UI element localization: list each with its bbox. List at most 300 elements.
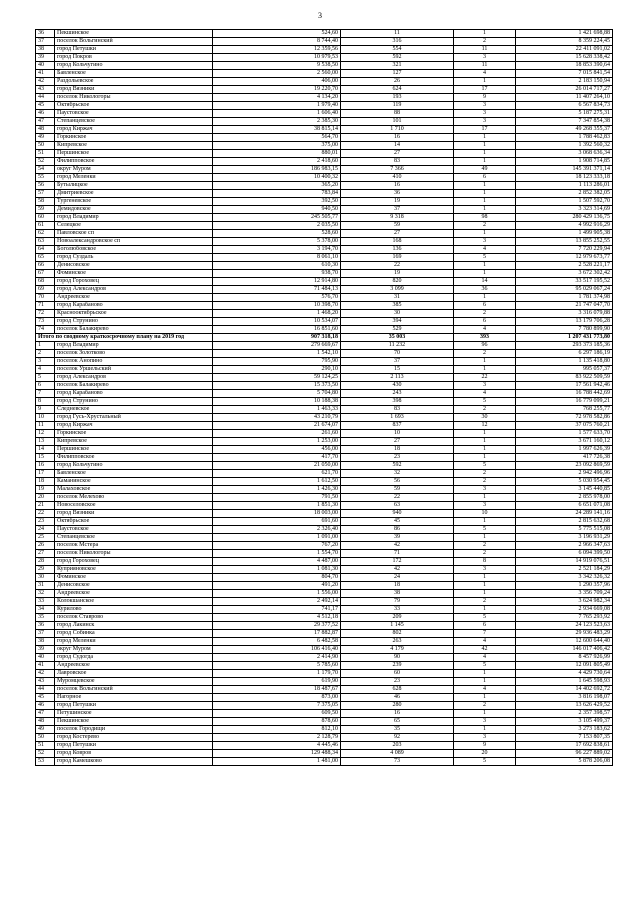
- residents-count: 398: [341, 398, 454, 406]
- row-number: 14: [36, 446, 55, 454]
- houses-count: 17: [454, 126, 516, 134]
- row-number: 26: [36, 542, 55, 550]
- area-value: 2 560,00: [213, 70, 341, 78]
- houses-count: 4: [454, 390, 516, 398]
- row-number: 41: [36, 70, 55, 78]
- row-number: 51: [36, 150, 55, 158]
- area-value: 940,50: [213, 206, 341, 214]
- table-row: [36, 390, 613, 398]
- cost-value: 1 499 905,38: [516, 230, 613, 238]
- residents-count: 23: [341, 454, 454, 462]
- cost-value: 1 507 592,70: [516, 198, 613, 206]
- cost-value: 2 942 496,96: [516, 470, 613, 478]
- table-row: [36, 358, 613, 366]
- table-row: [36, 758, 613, 766]
- houses-count: 2: [454, 470, 516, 478]
- area-value: 6 482,58: [213, 638, 341, 646]
- cost-value: 995 057,37: [516, 366, 613, 374]
- area-value: 129 488,34: [213, 750, 341, 758]
- table-row: [36, 598, 613, 606]
- table-row: [36, 750, 613, 758]
- area-value: 2 385,30: [213, 118, 341, 126]
- houses-count: 8: [454, 558, 516, 566]
- cost-value: 2 966 347,63: [516, 542, 613, 550]
- cost-value: 14 919 076,51: [516, 558, 613, 566]
- table-row: [36, 374, 613, 382]
- houses-count: 2: [454, 542, 516, 550]
- houses-count: 1: [454, 182, 516, 190]
- table-row: [36, 558, 613, 566]
- houses-count: 3: [454, 382, 516, 390]
- cost-value: 13 855 252,55: [516, 238, 613, 246]
- houses-count: 5: [454, 526, 516, 534]
- table-row: [36, 102, 613, 110]
- houses-count: 6: [454, 622, 516, 630]
- settlement-name: поселок Балакирево: [55, 382, 213, 390]
- settlement-name: город Александров: [55, 374, 213, 382]
- settlement-name: Пекшинское: [55, 718, 213, 726]
- residents-count: 42: [341, 566, 454, 574]
- area-value: 1 468,20: [213, 310, 341, 318]
- settlement-name: город Петушки: [55, 46, 213, 54]
- cost-value: 96 227 889,02: [516, 750, 613, 758]
- cost-value: 12 600 644,40: [516, 638, 613, 646]
- houses-count: 2: [454, 222, 516, 230]
- area-value: 4 445,46: [213, 742, 341, 750]
- area-value: 2 035,50: [213, 222, 341, 230]
- settlement-name: город Вязники: [55, 510, 213, 518]
- houses-count: 96: [454, 342, 516, 350]
- settlement-name: город Струнино: [55, 318, 213, 326]
- area-value: 245 505,77: [213, 214, 341, 222]
- row-number: 42: [36, 670, 55, 678]
- area-value: 2 414,90: [213, 654, 341, 662]
- row-number: 8: [36, 398, 55, 406]
- area-value: 2 492,14: [213, 598, 341, 606]
- row-number: 37: [36, 38, 55, 46]
- area-value: 2 418,60: [213, 158, 341, 166]
- cost-value: 3 273 183,62: [516, 726, 613, 734]
- table-row: [36, 518, 613, 526]
- residents-count: 10: [341, 430, 454, 438]
- row-number: 33: [36, 598, 55, 606]
- table-row: [36, 254, 613, 262]
- settlement-name: Новоселовское: [55, 502, 213, 510]
- row-number: 67: [36, 270, 55, 278]
- settlement-name: Нагорное: [55, 694, 213, 702]
- settlement-name: Куприяновское: [55, 566, 213, 574]
- residents-count: 35: [341, 726, 454, 734]
- total-cost: 1 207 431 773,80: [516, 334, 613, 342]
- residents-count: 32: [341, 470, 454, 478]
- houses-count: 9: [454, 94, 516, 102]
- settlement-name: Кипревское: [55, 438, 213, 446]
- residents-count: 263: [341, 638, 454, 646]
- houses-count: 7: [454, 630, 516, 638]
- row-number: 19: [36, 486, 55, 494]
- table-row: [36, 406, 613, 414]
- houses-count: 11: [454, 46, 516, 54]
- residents-count: 88: [341, 110, 454, 118]
- table-row: [36, 214, 613, 222]
- cost-value: 83 922 509,59: [516, 374, 613, 382]
- cost-value: 2 852 382,05: [516, 190, 613, 198]
- houses-count: 3: [454, 102, 516, 110]
- settlement-name: Тургеневское: [55, 198, 213, 206]
- area-value: 71 484,13: [213, 286, 341, 294]
- settlement-name: Бутылицкое: [55, 182, 213, 190]
- row-number: 11: [36, 422, 55, 430]
- cost-value: 2 528 221,17: [516, 262, 613, 270]
- settlement-name: Горкинское: [55, 134, 213, 142]
- houses-count: 3: [454, 734, 516, 742]
- table-row: [36, 206, 613, 214]
- residents-count: 27: [341, 438, 454, 446]
- table-row: [36, 646, 613, 654]
- row-number: 40: [36, 654, 55, 662]
- area-value: 12 914,80: [213, 278, 341, 286]
- houses-count: 3: [454, 54, 516, 62]
- row-number: 1: [36, 342, 55, 350]
- cost-value: 2 357 398,57: [516, 710, 613, 718]
- houses-count: 1: [454, 198, 516, 206]
- cost-value: 18 853 390,64: [516, 62, 613, 70]
- houses-count: 1: [454, 606, 516, 614]
- cost-value: 1 113 286,01: [516, 182, 613, 190]
- table-row: [36, 662, 613, 670]
- residents-count: 70: [341, 350, 454, 358]
- row-number: 54: [36, 166, 55, 174]
- cost-value: 17 561 942,46: [516, 382, 613, 390]
- cost-value: 1 290 357,96: [516, 582, 613, 590]
- houses-count: 2: [454, 702, 516, 710]
- total-residents: 35 003: [341, 334, 454, 342]
- residents-count: 23: [341, 678, 454, 686]
- row-number: 12: [36, 430, 55, 438]
- settlement-name: Фоминское: [55, 270, 213, 278]
- settlement-name: город Петушки: [55, 702, 213, 710]
- table-row: [36, 150, 613, 158]
- residents-count: 59: [341, 222, 454, 230]
- cost-value: 33 517 195,52: [516, 278, 613, 286]
- settlement-name: Павловское сп: [55, 230, 213, 238]
- cost-value: 8 457 926,99: [516, 654, 613, 662]
- cost-value: 3 671 160,12: [516, 438, 613, 446]
- row-number: 37: [36, 630, 55, 638]
- area-value: 186 983,15: [213, 166, 341, 174]
- area-value: 21 674,07: [213, 422, 341, 430]
- cost-value: 29 936 483,29: [516, 630, 613, 638]
- cost-value: 37 075 760,21: [516, 422, 613, 430]
- residents-count: 11 232: [341, 342, 454, 350]
- settlement-name: Следневское: [55, 406, 213, 414]
- row-number: 73: [36, 318, 55, 326]
- cost-value: 7 347 854,38: [516, 118, 613, 126]
- area-value: 2 326,40: [213, 526, 341, 534]
- table-row: [36, 534, 613, 542]
- cost-value: 1 908 714,85: [516, 158, 613, 166]
- residents-count: 37: [341, 358, 454, 366]
- area-value: 7 375,05: [213, 702, 341, 710]
- settlement-name: город Вязники: [55, 86, 213, 94]
- cost-value: 3 323 314,69: [516, 206, 613, 214]
- settlement-name: город Меленки: [55, 174, 213, 182]
- area-value: 621,70: [213, 470, 341, 478]
- row-number: 31: [36, 582, 55, 590]
- area-value: 1 091,00: [213, 534, 341, 542]
- table-row: [36, 414, 613, 422]
- residents-count: 624: [341, 86, 454, 94]
- settlement-name: город Гусь-Хрустальный: [55, 414, 213, 422]
- settlement-name: Раздольевское: [55, 78, 213, 86]
- total-houses: 393: [454, 334, 516, 342]
- houses-count: 1: [454, 30, 516, 38]
- row-number: 35: [36, 614, 55, 622]
- cost-value: 146 017 406,42: [516, 646, 613, 654]
- cost-value: 26 014 717,27: [516, 86, 613, 94]
- cost-value: 7 765 293,92: [516, 614, 613, 622]
- row-number: 7: [36, 390, 55, 398]
- settlement-name: город Меленки: [55, 638, 213, 646]
- residents-count: 119: [341, 102, 454, 110]
- cost-value: 95 029 067,24: [516, 286, 613, 294]
- cost-value: 2 521 184,29: [516, 566, 613, 574]
- settlement-name: поселок Вольгинский: [55, 686, 213, 694]
- row-number: 39: [36, 646, 55, 654]
- settlement-name: Паустовское: [55, 526, 213, 534]
- residents-count: 209: [341, 614, 454, 622]
- cost-value: 13 626 429,52: [516, 702, 613, 710]
- houses-count: 6: [454, 318, 516, 326]
- residents-count: 27: [341, 150, 454, 158]
- settlement-name: Андреевское: [55, 662, 213, 670]
- table-row: [36, 182, 613, 190]
- residents-count: 430: [341, 382, 454, 390]
- houses-count: 4: [454, 638, 516, 646]
- area-value: 17 882,87: [213, 630, 341, 638]
- houses-count: 1: [454, 230, 516, 238]
- cost-value: 12 979 673,77: [516, 254, 613, 262]
- area-value: 456,00: [213, 446, 341, 454]
- table-row: [36, 670, 613, 678]
- area-value: 10 534,07: [213, 318, 341, 326]
- residents-count: 592: [341, 54, 454, 62]
- settlement-name: поселок Уршельский: [55, 366, 213, 374]
- row-number: 24: [36, 526, 55, 534]
- cost-value: 3 316 079,88: [516, 310, 613, 318]
- settlement-name: Горкинское: [55, 430, 213, 438]
- row-number: 46: [36, 110, 55, 118]
- residents-count: 26: [341, 78, 454, 86]
- houses-count: 5: [454, 758, 516, 766]
- table-row: [36, 710, 613, 718]
- settlement-name: Денисовское: [55, 582, 213, 590]
- total-row: [36, 334, 613, 342]
- settlement-name: Кипревское: [55, 142, 213, 150]
- table-row: [36, 486, 613, 494]
- table-row: [36, 742, 613, 750]
- row-number: 49: [36, 726, 55, 734]
- table-row: [36, 158, 613, 166]
- cost-value: 3 356 709,24: [516, 590, 613, 598]
- row-number: 38: [36, 46, 55, 54]
- cost-value: 4 429 730,64: [516, 670, 613, 678]
- table-row: [36, 526, 613, 534]
- area-value: 59 124,25: [213, 374, 341, 382]
- residents-count: 27: [341, 230, 454, 238]
- settlement-name: город Лакинск: [55, 622, 213, 630]
- settlement-name: город Карабаново: [55, 302, 213, 310]
- area-value: 38 815,14: [213, 126, 341, 134]
- settlement-name: поселок Золотково: [55, 350, 213, 358]
- settlement-name: город Александров: [55, 286, 213, 294]
- settlement-name: город Костерево: [55, 734, 213, 742]
- cost-value: 293 373 185,36: [516, 342, 613, 350]
- row-number: 18: [36, 478, 55, 486]
- settlement-name: город Покров: [55, 54, 213, 62]
- settlement-name: Степанцевское: [55, 118, 213, 126]
- residents-count: 33: [341, 606, 454, 614]
- area-value: 564,70: [213, 134, 341, 142]
- houses-count: 2: [454, 310, 516, 318]
- settlement-name: город Кольчугино: [55, 462, 213, 470]
- houses-count: 4: [454, 326, 516, 334]
- cost-value: 15 628 338,42: [516, 54, 613, 62]
- settlement-name: Бавленское: [55, 470, 213, 478]
- area-value: 938,70: [213, 270, 341, 278]
- houses-count: 9: [454, 742, 516, 750]
- area-value: 610,30: [213, 262, 341, 270]
- cost-value: 11 407 264,10: [516, 94, 613, 102]
- area-value: 279 669,67: [213, 342, 341, 350]
- cost-value: 7 780 899,90: [516, 326, 613, 334]
- area-value: 880,01: [213, 150, 341, 158]
- settlement-name: поселок Вольгинский: [55, 38, 213, 46]
- table-row: [36, 510, 613, 518]
- row-number: 49: [36, 134, 55, 142]
- area-value: 1 481,00: [213, 758, 341, 766]
- houses-count: 4: [454, 246, 516, 254]
- area-value: 4 134,20: [213, 94, 341, 102]
- area-value: 1 179,70: [213, 670, 341, 678]
- cost-value: 1 135 418,80: [516, 358, 613, 366]
- row-number: 38: [36, 638, 55, 646]
- cost-value: 5 030 954,45: [516, 478, 613, 486]
- residents-count: 239: [341, 662, 454, 670]
- cost-value: 3 196 931,29: [516, 534, 613, 542]
- residents-count: 802: [341, 630, 454, 638]
- cost-value: 7 015 841,54: [516, 70, 613, 78]
- row-number: 3: [36, 358, 55, 366]
- settlement-name: поселок Ставрово: [55, 614, 213, 622]
- area-value: 8 061,10: [213, 254, 341, 262]
- table-row: [36, 166, 613, 174]
- residents-count: 172: [341, 558, 454, 566]
- residents-count: 280: [341, 702, 454, 710]
- residents-count: 14: [341, 142, 454, 150]
- residents-count: 31: [341, 294, 454, 302]
- residents-count: 46: [341, 694, 454, 702]
- row-number: 65: [36, 254, 55, 262]
- area-value: 783,84: [213, 190, 341, 198]
- settlement-name: поселок Мстера: [55, 542, 213, 550]
- table-row: [36, 294, 613, 302]
- houses-count: 3: [454, 718, 516, 726]
- total-label: Итого по сводному краткосрочному плану на 2019 год: [36, 334, 213, 342]
- table-row: [36, 622, 613, 630]
- area-value: 1 556,00: [213, 590, 341, 598]
- row-number: 43: [36, 678, 55, 686]
- table-row: [36, 582, 613, 590]
- settlement-name: город Камешково: [55, 758, 213, 766]
- table-row: [36, 638, 613, 646]
- residents-count: 16: [341, 134, 454, 142]
- table-row: [36, 94, 613, 102]
- table-row: [36, 318, 613, 326]
- table-row: [36, 326, 613, 334]
- houses-count: 3: [454, 238, 516, 246]
- area-value: 290,10: [213, 366, 341, 374]
- settlement-name: Малаховское: [55, 486, 213, 494]
- table-row: [36, 494, 613, 502]
- settlement-name: поселок Городищи: [55, 726, 213, 734]
- row-number: 45: [36, 694, 55, 702]
- settlement-name: Степанцевское: [55, 534, 213, 542]
- settlement-name: Лавровское: [55, 670, 213, 678]
- table-row: [36, 454, 613, 462]
- table-row: [36, 438, 613, 446]
- cost-value: 7 720 229,94: [516, 246, 613, 254]
- table-row: [36, 302, 613, 310]
- row-number: 5: [36, 374, 55, 382]
- table-row: [36, 422, 613, 430]
- area-value: 878,60: [213, 718, 341, 726]
- houses-count: 2: [454, 350, 516, 358]
- cost-value: 16 788 442,69: [516, 390, 613, 398]
- table-row: [36, 38, 613, 46]
- houses-count: 3: [454, 566, 516, 574]
- cost-value: 3 624 982,34: [516, 598, 613, 606]
- houses-count: 1: [454, 590, 516, 598]
- cost-value: 145 391 371,14: [516, 166, 613, 174]
- table-row: [36, 174, 613, 182]
- table-row: [36, 550, 613, 558]
- table-row: [36, 686, 613, 694]
- residents-count: 56: [341, 478, 454, 486]
- row-number: 43: [36, 86, 55, 94]
- houses-count: 1: [454, 262, 516, 270]
- table-row: [36, 342, 613, 350]
- row-number: 21: [36, 502, 55, 510]
- cost-value: 72 978 582,86: [516, 414, 613, 422]
- row-number: 2: [36, 350, 55, 358]
- row-number: 57: [36, 190, 55, 198]
- row-number: 66: [36, 262, 55, 270]
- residents-count: 60: [341, 670, 454, 678]
- area-value: 5 704,80: [213, 390, 341, 398]
- houses-count: 1: [454, 454, 516, 462]
- table-row: [36, 278, 613, 286]
- row-number: 62: [36, 230, 55, 238]
- settlement-name: город Киржач: [55, 126, 213, 134]
- settlement-name: город Собинка: [55, 630, 213, 638]
- data-table: [35, 29, 613, 766]
- settlement-name: Филипповское: [55, 454, 213, 462]
- cost-value: 16 779 099,21: [516, 398, 613, 406]
- residents-count: 42: [341, 542, 454, 550]
- residents-count: 101: [341, 118, 454, 126]
- table-row: [36, 678, 613, 686]
